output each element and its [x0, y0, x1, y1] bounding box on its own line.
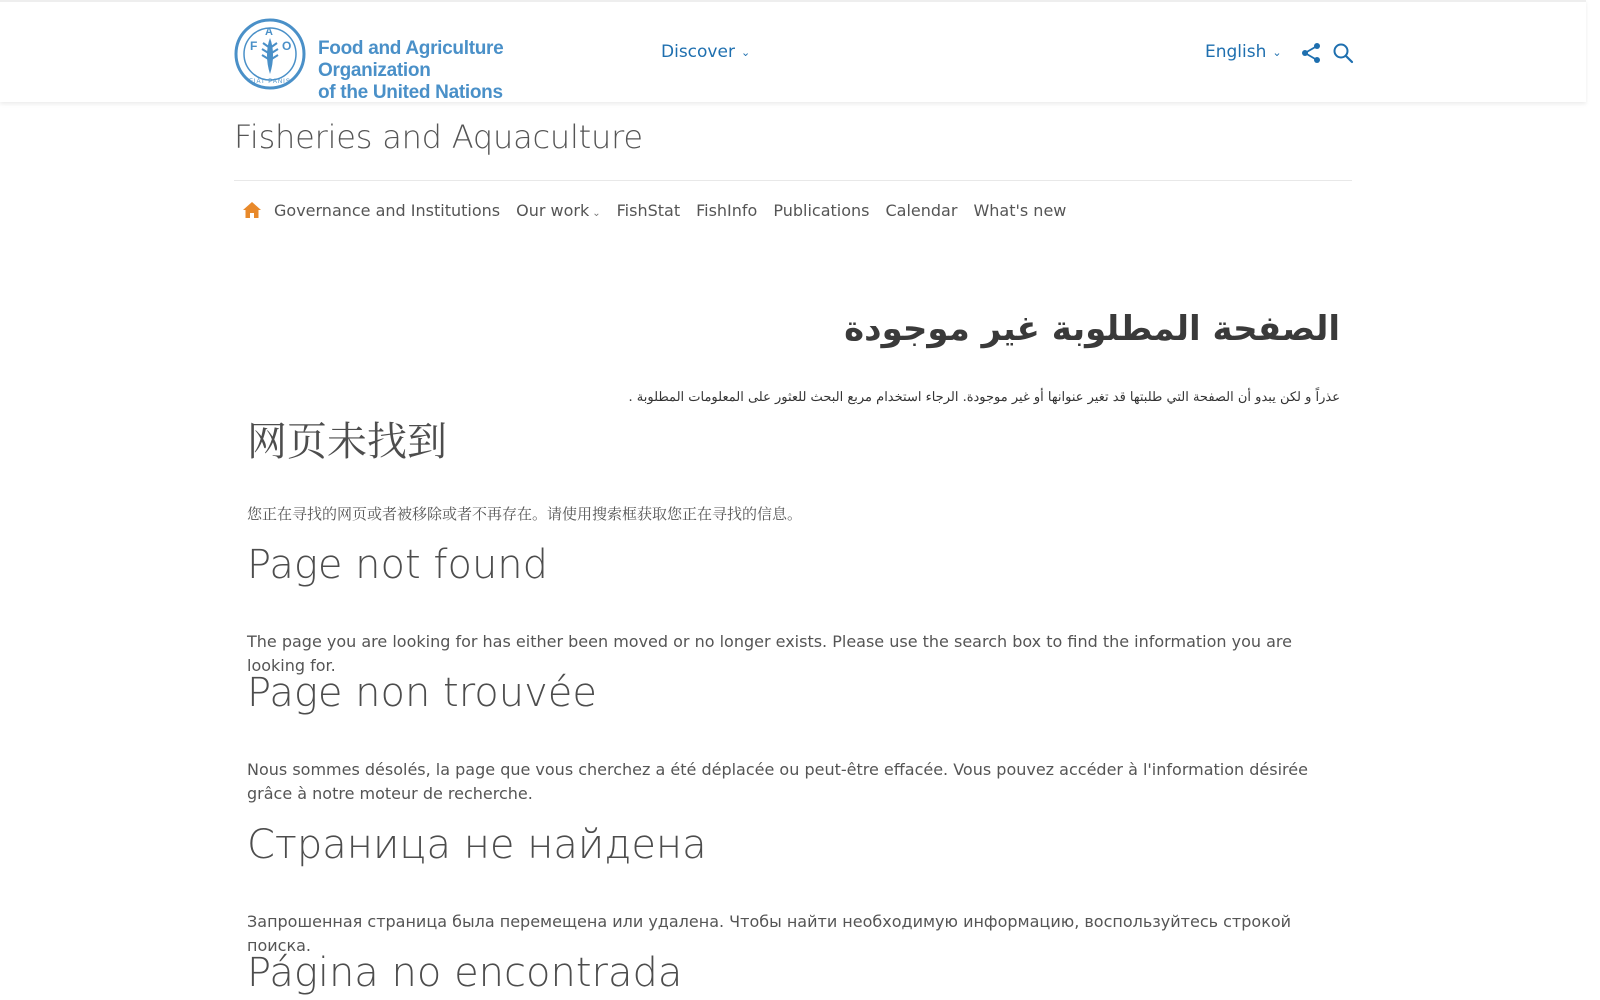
nav-item-governance[interactable]: Governance and Institutions [274, 200, 501, 220]
nav-item-fishinfo[interactable]: FishInfo [696, 200, 758, 220]
logo-line-1: Food and Agriculture Organization [318, 38, 504, 81]
discover-menu[interactable] [661, 42, 750, 62]
nav-item-fishstat[interactable]: FishStat [616, 200, 681, 220]
site-title[interactable]: Fisheries and Aquaculture [234, 118, 643, 156]
language-label: English [1205, 42, 1267, 62]
section-nav [242, 196, 1082, 224]
search-icon[interactable] [1332, 42, 1354, 64]
nav-item-our-work[interactable] [516, 201, 601, 220]
chevron-down-icon: ⌄ [592, 207, 601, 219]
home-icon[interactable] [242, 200, 262, 220]
fao-emblem-icon [234, 18, 306, 90]
nav-item-whats-new[interactable]: What's new [973, 200, 1067, 220]
nav-item-our-work-label: Our work [516, 200, 590, 220]
emblem-motto: FIAT PANIS [249, 79, 291, 85]
heading-french: Page non trouvée [247, 670, 598, 716]
heading-arabic: الصفحة المطلوبة غير موجودة [844, 308, 1340, 349]
heading-russian: Страница не найдена [247, 822, 707, 868]
logo-line-2: of the United Nations [318, 82, 503, 103]
heading-spanish: Página no encontrada [247, 950, 683, 996]
discover-label: Discover [661, 42, 735, 62]
text-russian: Запрошенная страница была перемещена или удалена. Чтобы найти необходимую информацию, воспользуйтесь строкой поиска. [247, 912, 1292, 955]
text-english: The page you are looking for has either been moved or no longer exists. Please use the search box to find the information you are looking for. [247, 632, 1292, 675]
top-header [0, 0, 1586, 102]
heading-chinese: 网页未找到 [247, 419, 447, 465]
logo-wordmark [318, 38, 614, 104]
nav-item-publications[interactable]: Publications [773, 200, 870, 220]
title-divider [234, 180, 1352, 181]
text-french: Nous sommes désolés, la page que vous cherchez a été déplacée ou peut-être effacée. Vous pouvez accéder à l'information désirée grâce à notre moteur de recherche. [247, 760, 1308, 803]
text-arabic: عذراً و لكن يبدو أن الصفحة التي طلبتها قد تغير عنوانها أو غير موجودة. الرجاء استخدام مربع البحث للعثور على المعلومات المطلوبة . [628, 390, 1340, 405]
nav-item-calendar[interactable]: Calendar [885, 200, 958, 220]
emblem-letter-o: O [282, 39, 292, 53]
language-selector[interactable] [1205, 42, 1282, 62]
fao-logo[interactable] [234, 18, 614, 103]
chevron-down-icon: ⌄ [1272, 46, 1282, 59]
share-icon[interactable] [1300, 42, 1322, 64]
heading-english: Page not found [247, 542, 549, 588]
text-chinese: 您正在寻找的网页或者被移除或者不再存在。请使用搜索框获取您正在寻找的信息。 [247, 505, 803, 523]
emblem-letter-a: A [265, 26, 273, 38]
emblem-letter-f: F [250, 39, 258, 53]
chevron-down-icon: ⌄ [740, 46, 751, 59]
